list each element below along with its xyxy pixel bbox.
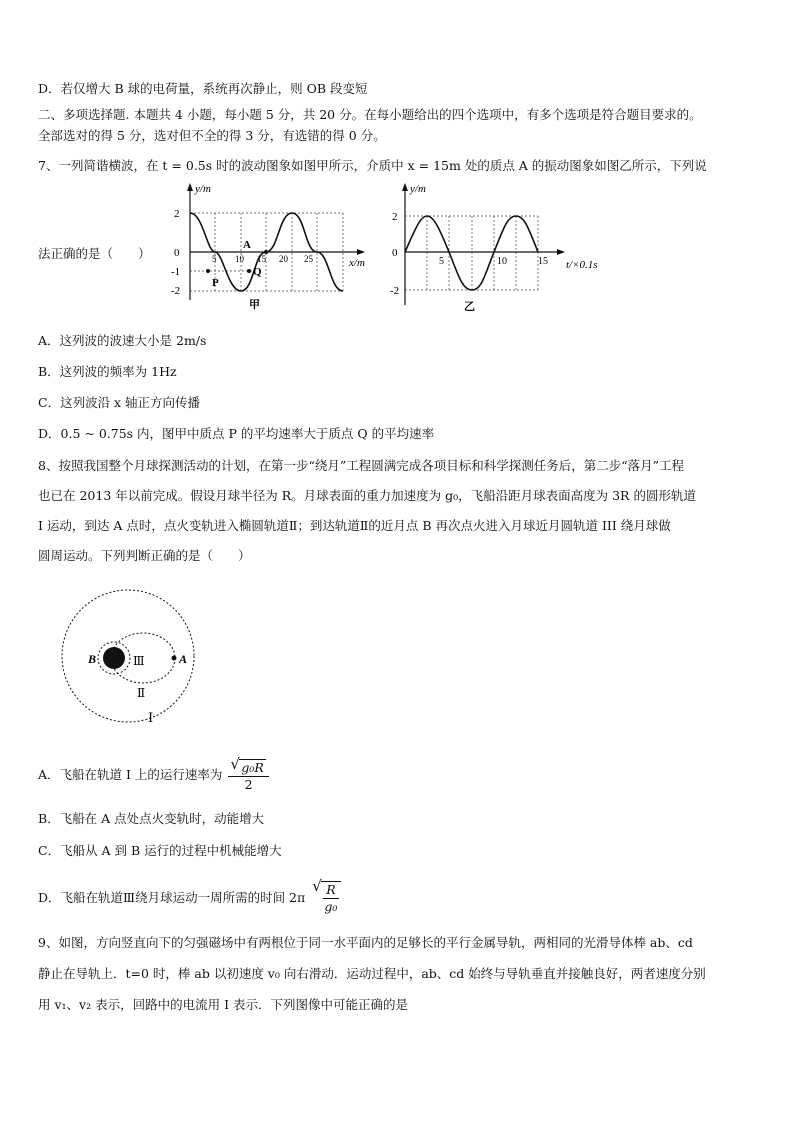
point-q-dot <box>247 269 251 273</box>
q9-stem-line1: 9、如图，方向竖直向下的匀强磁场中有两根位于同一水平面内的足够长的平行金属导轨，两相同的光滑导体棒 ab、cd <box>38 935 693 950</box>
t-tick-5: 5 <box>439 256 444 267</box>
grid-lines <box>405 216 538 290</box>
y-tick-minus-1: -1 <box>171 266 181 278</box>
point-a-dot <box>172 656 177 661</box>
q7-stem-tail: 法正确的是（ ） <box>38 246 151 261</box>
q9-stem-line3: 用 v₁、v₂ 表示，回路中的电流用 I 表示．下列图像中可能正确的是 <box>38 997 408 1012</box>
q8-stem-line4: 圆周运动。下列判断正确的是（ ） <box>38 548 251 563</box>
q7-vibration-graph-yi <box>388 180 618 315</box>
y-tick-minus-2: -2 <box>390 285 400 297</box>
y-tick-2: 2 <box>174 208 180 220</box>
x-tick-5: 5 <box>212 254 217 264</box>
y-axis-arrow-icon <box>402 183 408 191</box>
t-tick-15: 15 <box>538 256 548 267</box>
label-orbit-iii: Ⅲ <box>133 654 145 668</box>
fraction-denominator: g₀ <box>324 899 338 914</box>
q8-option-d-radical <box>321 881 340 915</box>
sqrt-g0r: √ g₀R <box>239 759 265 775</box>
vibration-curve <box>405 216 538 290</box>
q8-option-a <box>38 755 269 795</box>
q7-option-a: A．这列波的波速大小是 2m/s <box>38 333 207 348</box>
t-axis-label: t/×0.1s <box>566 259 598 271</box>
fraction-numerator: √ R <box>323 882 338 899</box>
q7-option-b: B．这列波的频率为 1Hz <box>38 364 177 379</box>
q8-stem-line2: 也已在 2013 年以前完成。假设月球半径为 R。月球表面的重力加速度为 g₀，飞船沿距月球表面高度为 3R 的圆形轨道 <box>38 488 696 503</box>
t-tick-10: 10 <box>497 256 507 267</box>
y-tick-0: 0 <box>174 247 180 259</box>
q8-option-d-text: D．飞船在轨道Ⅲ绕月球运动一周所需的时间 2π <box>38 890 306 905</box>
fraction-denominator: 2 <box>244 776 253 792</box>
moon-icon <box>103 647 125 669</box>
label-orbit-ii: Ⅱ <box>137 686 146 700</box>
q7-option-c: C．这列波沿 x 轴正方向传播 <box>38 395 201 410</box>
q8-orbit-diagram <box>40 588 220 728</box>
section-2-instructions-line2: 全部选对的得 5 分，选对但不全的得 3 分，有选错的得 0 分。 <box>38 128 386 143</box>
t-axis-arrow-icon <box>557 249 565 255</box>
q7-option-d: D．0.5 ~ 0.75s 内，图甲中质点 P 的平均速率大于质点 Q 的平均速率 <box>38 426 435 441</box>
q7-stem-intro: 7、一列简谐横波，在 t = 0.5s 时的波动图象如图甲所示，介质中 x = 15m 处的质点 A 的振动图象如图乙所示，下列说 <box>38 158 707 173</box>
point-q-label: Q <box>253 266 262 278</box>
point-p-dot <box>206 269 210 273</box>
q8-option-c: C．飞船从 A 到 B 运行的过程中机械能增大 <box>38 843 282 858</box>
label-a: A <box>179 652 188 666</box>
q8-option-b: B．飞船在 A 点处点火变轨时，动能增大 <box>38 811 265 826</box>
q8-option-a-fraction <box>228 759 268 793</box>
y-axis-label: y/m <box>195 183 211 195</box>
x-tick-15: 15 <box>257 254 266 264</box>
q8-option-d <box>38 876 341 920</box>
x-axis-arrow-icon <box>357 249 365 255</box>
point-a-label: A <box>243 239 251 251</box>
x-axis-label: x/m <box>349 257 365 269</box>
x-tick-10: 10 <box>235 254 244 264</box>
q8-stem-line3: I 运动，到达 A 点时，点火变轨进入椭圆轨道Ⅱ；到达轨道Ⅱ的近月点 B 再次点火进入月球近月圆轨道 III 绕月球做 <box>38 518 671 533</box>
section-2-instructions-line1: 二、多项选择题. 本题共 4 小题，每小题 5 分，共 20 分。在每小题给出的四个选项中，有多个选项是符合题目要求的。 <box>38 107 702 122</box>
point-p-label: P <box>212 277 219 289</box>
prev-question-option-d: D．若仅增大 B 球的电荷量，系统再次静止，则 OB 段变短 <box>38 81 368 96</box>
y-axis-label: y/m <box>410 183 426 195</box>
y-axis-arrow-icon <box>187 183 193 191</box>
q8-option-a-text: A．飞船在轨道 I 上的运行速率为 <box>38 767 223 782</box>
label-b: B <box>88 652 97 666</box>
graph-yi-caption: 乙 <box>464 301 475 313</box>
q9-stem-line2: 静止在导轨上．t=0 时，棒 ab 以初速度 v₀ 向右滑动．运动过程中，ab、cd 始终与导轨垂直并接触良好，两者速度分别 <box>38 966 706 981</box>
label-orbit-i: Ⅰ <box>148 710 154 725</box>
y-tick-0: 0 <box>392 247 398 259</box>
x-tick-25: 25 <box>304 254 313 264</box>
q8-stem-line1: 8、按照我国整个月球探测活动的计划，在第一步“绕月”工程圆满完成各项目标和科学探测任务后，第二步“落月”工程 <box>38 458 685 473</box>
q7-wave-graph-jia <box>165 180 375 315</box>
graph-jia-caption: 甲 <box>249 299 260 311</box>
x-tick-20: 20 <box>279 254 288 264</box>
y-tick-2: 2 <box>392 211 398 223</box>
y-tick-minus-2: -2 <box>171 285 181 297</box>
